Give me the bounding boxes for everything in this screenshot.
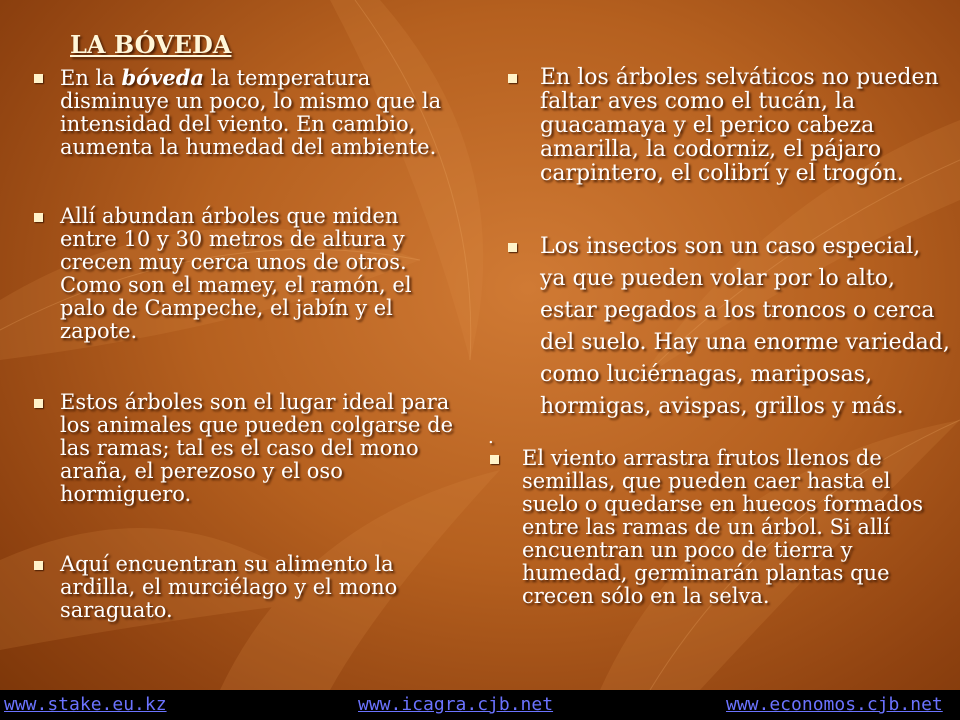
bullet-item xyxy=(488,447,950,608)
square-bullet-icon xyxy=(34,399,43,408)
bullet-item xyxy=(500,66,950,186)
footer-link-icagra[interactable]: www.icagra.cjb.net xyxy=(358,694,554,715)
right-column xyxy=(488,65,950,608)
square-bullet-icon xyxy=(508,243,517,252)
square-bullet-icon xyxy=(508,74,517,83)
bullet-text: Los insectos son un caso especial, ya que pueden volar por lo alto, estar pegados a los troncos o cerca del suelo. Hay una enorme variedad, como luciérnagas, mariposas, hormigas, avispas, grillos y más. xyxy=(540,234,950,419)
footer-link-stake[interactable]: www.stake.eu.kz xyxy=(4,694,167,715)
bullet-text: El viento arrastra frutos llenos de semillas, que pueden caer hasta el suelo o quedarse en huecos formados entre las ramas de un árbol. Si allí encuentran un poco de tierra y humedad, germinarán plantas que crecen sólo en la selva. xyxy=(522,446,924,608)
bullet-text-suffix: la temperatura disminuye un poco, lo mismo que la intensidad del viento. En cambio, aumenta la humedad del ambiente. xyxy=(60,66,442,159)
bullet-text: En los árboles selváticos no pueden faltar aves como el tucán, la guacamaya y el perico cabeza amarilla, la codorniz, el pájaro carpintero, el colibrí y el trogón. xyxy=(540,65,939,186)
bullet-text: Estos árboles son el lugar ideal para los animales que pueden colgarse de las ramas; tal es el caso del mono araña, el perezoso y el oso hormiguero. xyxy=(60,390,454,506)
bullet-text-emphasis: bóveda xyxy=(121,65,204,90)
left-column xyxy=(32,66,457,622)
square-bullet-icon xyxy=(34,561,43,570)
bullet-text-prefix: En la xyxy=(60,66,122,90)
bullet-item xyxy=(32,553,457,622)
stray-dot: . xyxy=(488,427,494,448)
bullet-item xyxy=(32,66,457,159)
square-bullet-icon xyxy=(490,455,499,464)
bullet-item xyxy=(32,391,457,506)
square-bullet-icon xyxy=(34,74,43,83)
footer-bar xyxy=(0,690,960,720)
slide-title: LA BÓVEDA xyxy=(70,30,232,59)
bullet-text: Aquí encuentran su alimento la ardilla, el murciélago y el mono saraguato. xyxy=(60,552,398,622)
footer-link-economos[interactable]: www.economos.cjb.net xyxy=(726,694,943,715)
bullet-text: Allí abundan árboles que miden entre 10 y 30 metros de altura y crecen muy cerca unos de otros. Como son el mamey, el ramón, el palo de Campeche, el jabín y el zapote. xyxy=(60,204,412,343)
bullet-item xyxy=(500,231,950,423)
square-bullet-icon xyxy=(34,213,43,222)
bullet-item xyxy=(32,205,457,343)
